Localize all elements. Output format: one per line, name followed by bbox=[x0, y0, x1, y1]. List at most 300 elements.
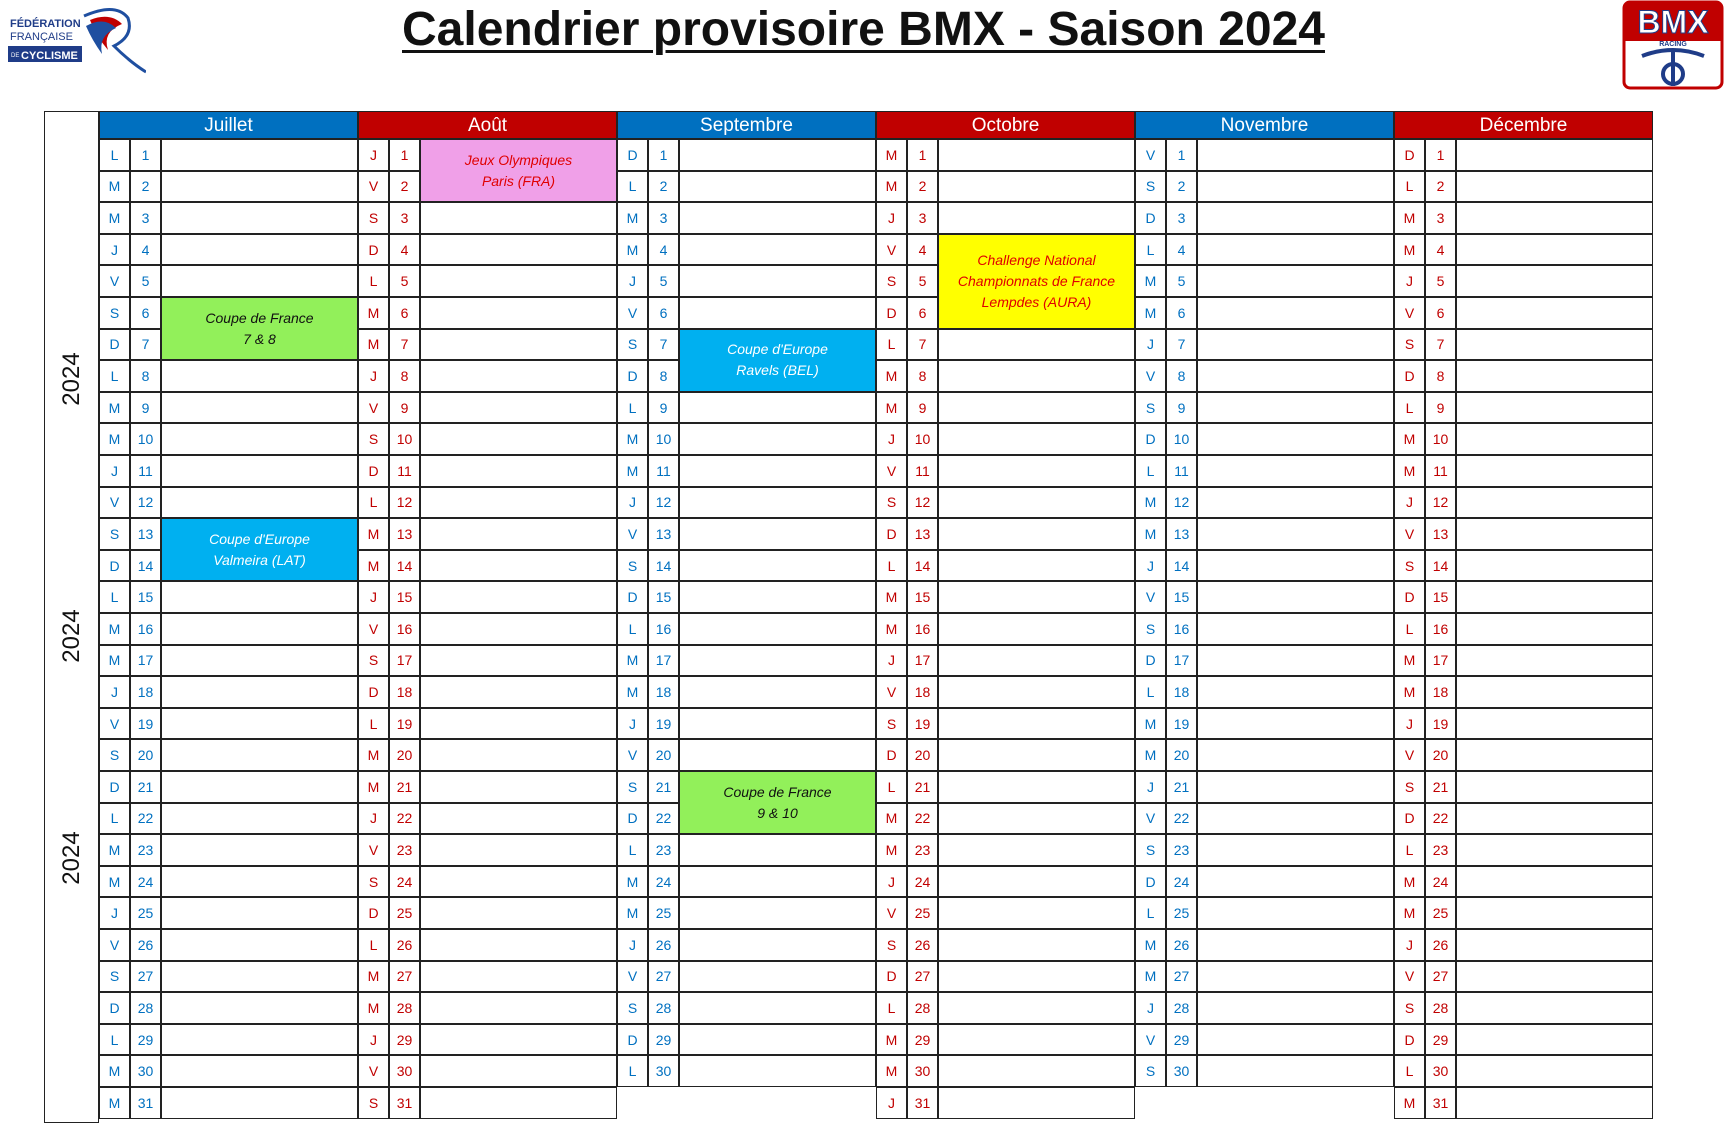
day-number-cell: 9 bbox=[389, 392, 420, 424]
event-cell bbox=[420, 708, 617, 740]
year-label: 2024 bbox=[58, 352, 85, 406]
weekday-cell: J bbox=[1135, 329, 1166, 361]
event-cell bbox=[1456, 423, 1653, 455]
weekday-cell: S bbox=[99, 961, 130, 993]
event-cell bbox=[1456, 139, 1653, 171]
day-number-cell: 10 bbox=[1166, 423, 1197, 455]
weekday-cell: L bbox=[1394, 1055, 1425, 1087]
day-number-cell: 25 bbox=[907, 897, 938, 929]
event-cell bbox=[420, 645, 617, 677]
event-cell bbox=[679, 392, 876, 424]
event-cell bbox=[938, 771, 1135, 803]
year-column bbox=[44, 111, 99, 1123]
month-header: Juillet bbox=[99, 111, 358, 139]
day-number-cell: 11 bbox=[389, 455, 420, 487]
day-number-cell: 17 bbox=[907, 645, 938, 677]
day-number-cell: 19 bbox=[648, 708, 679, 740]
day-number-cell: 2 bbox=[389, 171, 420, 203]
day-number-cell: 25 bbox=[648, 897, 679, 929]
day-number-cell: 17 bbox=[130, 645, 161, 677]
day-number-cell: 31 bbox=[389, 1087, 420, 1119]
event-cell bbox=[420, 929, 617, 961]
weekday-cell: D bbox=[1394, 1024, 1425, 1056]
event-cell bbox=[420, 423, 617, 455]
day-number-cell: 21 bbox=[1425, 771, 1456, 803]
weekday-cell: J bbox=[876, 1087, 907, 1119]
event-text: Coupe d'Europe bbox=[727, 341, 828, 358]
day-number-cell: 17 bbox=[389, 645, 420, 677]
event-cell bbox=[161, 834, 358, 866]
day-number-cell: 7 bbox=[648, 329, 679, 361]
day-number-cell: 24 bbox=[1166, 866, 1197, 898]
day-number-cell: 4 bbox=[1425, 234, 1456, 266]
day-number-cell: 31 bbox=[130, 1087, 161, 1119]
day-number-cell: 18 bbox=[389, 676, 420, 708]
weekday-cell: D bbox=[876, 739, 907, 771]
day-number-cell: 29 bbox=[907, 1024, 938, 1056]
weekday-cell: S bbox=[876, 487, 907, 519]
month-header: Août bbox=[358, 111, 617, 139]
day-number-cell: 15 bbox=[907, 581, 938, 613]
weekday-cell: S bbox=[1394, 771, 1425, 803]
weekday-cell: M bbox=[617, 423, 648, 455]
event-cell bbox=[1197, 676, 1394, 708]
day-number-cell: 17 bbox=[1425, 645, 1456, 677]
day-number-cell: 22 bbox=[648, 803, 679, 835]
weekday-cell: L bbox=[1394, 613, 1425, 645]
event-cell bbox=[161, 803, 358, 835]
event-cell bbox=[1456, 1024, 1653, 1056]
event-cell bbox=[938, 581, 1135, 613]
weekday-cell: L bbox=[876, 992, 907, 1024]
weekday-cell: V bbox=[617, 297, 648, 329]
day-number-cell: 20 bbox=[907, 739, 938, 771]
event-cell bbox=[1197, 171, 1394, 203]
event-cell bbox=[938, 360, 1135, 392]
day-number-cell: 28 bbox=[1166, 992, 1197, 1024]
day-number-cell: 27 bbox=[648, 961, 679, 993]
weekday-cell: D bbox=[1135, 423, 1166, 455]
weekday-cell: L bbox=[358, 708, 389, 740]
day-number-cell: 13 bbox=[1425, 518, 1456, 550]
weekday-cell: V bbox=[1394, 961, 1425, 993]
event-cell bbox=[1197, 866, 1394, 898]
event-cell bbox=[938, 202, 1135, 234]
day-number-cell: 17 bbox=[1166, 645, 1197, 677]
day-number-cell: 25 bbox=[130, 897, 161, 929]
event-cell bbox=[679, 834, 876, 866]
weekday-cell: L bbox=[1135, 897, 1166, 929]
event-cell bbox=[1456, 613, 1653, 645]
day-number-cell: 20 bbox=[1166, 739, 1197, 771]
day-number-cell: 3 bbox=[648, 202, 679, 234]
weekday-cell: M bbox=[617, 676, 648, 708]
event-cell bbox=[679, 739, 876, 771]
day-number-cell: 27 bbox=[389, 961, 420, 993]
event-cell bbox=[420, 613, 617, 645]
day-number-cell: 5 bbox=[648, 265, 679, 297]
weekday-cell: M bbox=[358, 961, 389, 993]
svg-text:FÉDÉRATION: FÉDÉRATION bbox=[10, 18, 81, 30]
day-number-cell: 11 bbox=[648, 455, 679, 487]
event-cell bbox=[420, 866, 617, 898]
weekday-cell: V bbox=[99, 487, 130, 519]
event-cell bbox=[1197, 455, 1394, 487]
day-number-cell: 12 bbox=[389, 487, 420, 519]
weekday-cell: M bbox=[617, 897, 648, 929]
weekday-cell: J bbox=[1135, 550, 1166, 582]
event-cell bbox=[420, 992, 617, 1024]
weekday-cell: J bbox=[99, 676, 130, 708]
day-number-cell: 23 bbox=[1425, 834, 1456, 866]
weekday-cell: S bbox=[617, 992, 648, 1024]
event-cell bbox=[679, 139, 876, 171]
weekday-cell: S bbox=[1135, 392, 1166, 424]
day-number-cell: 1 bbox=[1425, 139, 1456, 171]
event-cell bbox=[420, 961, 617, 993]
day-number-cell: 28 bbox=[648, 992, 679, 1024]
event-cell bbox=[420, 897, 617, 929]
event-cell bbox=[1197, 423, 1394, 455]
weekday-cell: S bbox=[1394, 550, 1425, 582]
weekday-cell: M bbox=[617, 645, 648, 677]
event-cell bbox=[1456, 550, 1653, 582]
event-block bbox=[161, 297, 358, 360]
event-cell bbox=[938, 803, 1135, 835]
day-number-cell: 2 bbox=[1166, 171, 1197, 203]
day-number-cell: 21 bbox=[1166, 771, 1197, 803]
day-number-cell: 19 bbox=[1166, 708, 1197, 740]
svg-text:BMX: BMX bbox=[1637, 4, 1709, 40]
event-cell bbox=[1456, 487, 1653, 519]
month-header: Novembre bbox=[1135, 111, 1394, 139]
svg-text:RACING: RACING bbox=[1659, 41, 1687, 48]
event-cell bbox=[679, 676, 876, 708]
weekday-cell: L bbox=[876, 771, 907, 803]
event-cell bbox=[420, 1024, 617, 1056]
event-cell bbox=[161, 613, 358, 645]
weekday-cell: D bbox=[617, 1024, 648, 1056]
event-cell bbox=[1456, 581, 1653, 613]
weekday-cell: M bbox=[99, 392, 130, 424]
event-cell bbox=[1197, 1024, 1394, 1056]
event-cell bbox=[1197, 392, 1394, 424]
event-cell bbox=[1456, 929, 1653, 961]
event-cell bbox=[420, 803, 617, 835]
weekday-cell: M bbox=[1135, 961, 1166, 993]
weekday-cell: L bbox=[617, 171, 648, 203]
day-number-cell: 24 bbox=[389, 866, 420, 898]
weekday-cell: M bbox=[1394, 897, 1425, 929]
event-cell bbox=[420, 360, 617, 392]
day-number-cell: 19 bbox=[1425, 708, 1456, 740]
weekday-cell: V bbox=[358, 613, 389, 645]
event-cell bbox=[161, 708, 358, 740]
day-number-cell: 29 bbox=[130, 1024, 161, 1056]
day-number-cell: 31 bbox=[1425, 1087, 1456, 1119]
weekday-cell: J bbox=[617, 487, 648, 519]
weekday-cell: V bbox=[1135, 360, 1166, 392]
weekday-cell: S bbox=[1135, 1055, 1166, 1087]
day-number-cell: 5 bbox=[130, 265, 161, 297]
event-cell bbox=[420, 329, 617, 361]
day-number-cell: 3 bbox=[130, 202, 161, 234]
weekday-cell: V bbox=[99, 929, 130, 961]
event-cell bbox=[938, 961, 1135, 993]
event-block bbox=[420, 139, 617, 202]
event-cell bbox=[420, 234, 617, 266]
event-cell bbox=[420, 265, 617, 297]
event-cell bbox=[420, 771, 617, 803]
event-cell bbox=[161, 139, 358, 171]
year-label: 2024 bbox=[58, 831, 85, 885]
day-number-cell: 8 bbox=[1166, 360, 1197, 392]
weekday-cell: S bbox=[358, 866, 389, 898]
event-cell bbox=[161, 897, 358, 929]
day-number-cell: 19 bbox=[907, 708, 938, 740]
event-text: Lempdes (AURA) bbox=[981, 293, 1092, 310]
weekday-cell: D bbox=[1394, 581, 1425, 613]
day-number-cell: 10 bbox=[130, 423, 161, 455]
weekday-cell: M bbox=[99, 423, 130, 455]
day-number-cell: 1 bbox=[907, 139, 938, 171]
event-cell bbox=[938, 487, 1135, 519]
weekday-cell: J bbox=[876, 423, 907, 455]
event-cell bbox=[1197, 265, 1394, 297]
weekday-cell: M bbox=[876, 1055, 907, 1087]
event-cell bbox=[679, 645, 876, 677]
event-cell bbox=[938, 739, 1135, 771]
weekday-cell: M bbox=[99, 613, 130, 645]
event-cell bbox=[938, 834, 1135, 866]
weekday-cell: M bbox=[358, 739, 389, 771]
event-cell bbox=[679, 1024, 876, 1056]
event-block bbox=[679, 329, 876, 392]
day-number-cell: 20 bbox=[389, 739, 420, 771]
event-cell bbox=[161, 392, 358, 424]
event-cell bbox=[938, 645, 1135, 677]
day-number-cell: 26 bbox=[1166, 929, 1197, 961]
weekday-cell: M bbox=[99, 171, 130, 203]
day-number-cell: 10 bbox=[389, 423, 420, 455]
event-cell bbox=[420, 1055, 617, 1087]
weekday-cell: M bbox=[876, 613, 907, 645]
weekday-cell: V bbox=[876, 897, 907, 929]
weekday-cell: L bbox=[1394, 392, 1425, 424]
event-cell bbox=[1197, 1055, 1394, 1087]
event-cell bbox=[1197, 961, 1394, 993]
event-text: Valmeira (LAT) bbox=[213, 551, 306, 568]
day-number-cell: 4 bbox=[1166, 234, 1197, 266]
event-cell bbox=[1456, 392, 1653, 424]
event-cell bbox=[420, 202, 617, 234]
weekday-cell: S bbox=[876, 708, 907, 740]
weekday-cell: S bbox=[1135, 834, 1166, 866]
day-number-cell: 7 bbox=[130, 329, 161, 361]
weekday-cell: L bbox=[99, 803, 130, 835]
day-number-cell: 20 bbox=[1425, 739, 1456, 771]
event-cell bbox=[679, 265, 876, 297]
event-cell bbox=[938, 897, 1135, 929]
event-cell bbox=[679, 234, 876, 266]
weekday-cell: M bbox=[358, 329, 389, 361]
event-cell bbox=[1456, 739, 1653, 771]
weekday-cell: M bbox=[617, 866, 648, 898]
bmx-racing-logo bbox=[1622, 0, 1724, 90]
day-number-cell: 12 bbox=[130, 487, 161, 519]
event-cell bbox=[420, 455, 617, 487]
day-number-cell: 14 bbox=[907, 550, 938, 582]
day-number-cell: 14 bbox=[1425, 550, 1456, 582]
event-cell bbox=[161, 202, 358, 234]
day-number-cell: 24 bbox=[648, 866, 679, 898]
event-cell bbox=[1456, 265, 1653, 297]
event-cell bbox=[1456, 360, 1653, 392]
weekday-cell: M bbox=[1135, 265, 1166, 297]
event-cell bbox=[1197, 202, 1394, 234]
weekday-cell: S bbox=[358, 645, 389, 677]
event-cell bbox=[1197, 550, 1394, 582]
weekday-cell: M bbox=[1394, 423, 1425, 455]
day-number-cell: 6 bbox=[1166, 297, 1197, 329]
event-cell bbox=[1197, 992, 1394, 1024]
event-cell bbox=[161, 676, 358, 708]
month-header: Décembre bbox=[1394, 111, 1653, 139]
day-number-cell: 26 bbox=[1425, 929, 1456, 961]
day-number-cell: 8 bbox=[907, 360, 938, 392]
weekday-cell: L bbox=[1135, 234, 1166, 266]
day-number-cell: 10 bbox=[648, 423, 679, 455]
event-cell bbox=[1197, 518, 1394, 550]
weekday-cell: M bbox=[1135, 518, 1166, 550]
day-number-cell: 21 bbox=[648, 771, 679, 803]
event-cell bbox=[161, 234, 358, 266]
day-number-cell: 13 bbox=[130, 518, 161, 550]
day-number-cell: 30 bbox=[648, 1055, 679, 1087]
weekday-cell: S bbox=[1135, 171, 1166, 203]
event-cell bbox=[938, 613, 1135, 645]
day-number-cell: 28 bbox=[1425, 992, 1456, 1024]
weekday-cell: M bbox=[358, 771, 389, 803]
day-number-cell: 12 bbox=[1425, 487, 1456, 519]
weekday-cell: D bbox=[1394, 139, 1425, 171]
weekday-cell: D bbox=[1135, 645, 1166, 677]
day-number-cell: 15 bbox=[130, 581, 161, 613]
weekday-cell: D bbox=[1135, 202, 1166, 234]
weekday-cell: J bbox=[1394, 708, 1425, 740]
event-cell bbox=[938, 992, 1135, 1024]
event-cell bbox=[1197, 613, 1394, 645]
day-number-cell: 24 bbox=[907, 866, 938, 898]
day-number-cell: 16 bbox=[1425, 613, 1456, 645]
weekday-cell: D bbox=[99, 992, 130, 1024]
weekday-cell: D bbox=[617, 581, 648, 613]
weekday-cell: V bbox=[617, 961, 648, 993]
weekday-cell: M bbox=[617, 455, 648, 487]
event-cell bbox=[1197, 329, 1394, 361]
day-number-cell: 29 bbox=[648, 1024, 679, 1056]
event-cell bbox=[420, 487, 617, 519]
weekday-cell: L bbox=[876, 550, 907, 582]
day-number-cell: 28 bbox=[130, 992, 161, 1024]
day-number-cell: 1 bbox=[1166, 139, 1197, 171]
event-cell bbox=[938, 929, 1135, 961]
weekday-cell: L bbox=[99, 360, 130, 392]
weekday-cell: J bbox=[358, 360, 389, 392]
weekday-cell: M bbox=[99, 1087, 130, 1119]
event-cell bbox=[679, 708, 876, 740]
weekday-cell: M bbox=[358, 297, 389, 329]
event-cell bbox=[1456, 803, 1653, 835]
day-number-cell: 18 bbox=[130, 676, 161, 708]
day-number-cell: 13 bbox=[907, 518, 938, 550]
weekday-cell: V bbox=[358, 1055, 389, 1087]
weekday-cell: J bbox=[358, 581, 389, 613]
weekday-cell: S bbox=[617, 550, 648, 582]
weekday-cell: M bbox=[1135, 739, 1166, 771]
day-number-cell: 24 bbox=[1425, 866, 1456, 898]
event-cell bbox=[420, 739, 617, 771]
event-cell bbox=[1456, 171, 1653, 203]
day-number-cell: 9 bbox=[907, 392, 938, 424]
day-number-cell: 9 bbox=[648, 392, 679, 424]
day-number-cell: 26 bbox=[907, 929, 938, 961]
day-number-cell: 31 bbox=[907, 1087, 938, 1119]
weekday-cell: V bbox=[1135, 803, 1166, 835]
weekday-cell: D bbox=[876, 297, 907, 329]
event-cell bbox=[1197, 834, 1394, 866]
day-number-cell: 16 bbox=[1166, 613, 1197, 645]
day-number-cell: 8 bbox=[389, 360, 420, 392]
day-number-cell: 19 bbox=[130, 708, 161, 740]
day-number-cell: 5 bbox=[907, 265, 938, 297]
event-cell bbox=[1456, 297, 1653, 329]
day-number-cell: 2 bbox=[648, 171, 679, 203]
event-cell bbox=[1197, 297, 1394, 329]
event-cell bbox=[1197, 771, 1394, 803]
day-number-cell: 23 bbox=[130, 834, 161, 866]
event-cell bbox=[1197, 360, 1394, 392]
weekday-cell: J bbox=[1135, 771, 1166, 803]
day-number-cell: 25 bbox=[389, 897, 420, 929]
day-number-cell: 30 bbox=[130, 1055, 161, 1087]
day-number-cell: 23 bbox=[389, 834, 420, 866]
event-cell bbox=[161, 171, 358, 203]
event-cell bbox=[161, 866, 358, 898]
day-number-cell: 16 bbox=[389, 613, 420, 645]
weekday-cell: J bbox=[1394, 265, 1425, 297]
day-number-cell: 16 bbox=[130, 613, 161, 645]
weekday-cell: J bbox=[358, 803, 389, 835]
day-number-cell: 7 bbox=[1166, 329, 1197, 361]
day-number-cell: 25 bbox=[1166, 897, 1197, 929]
day-number-cell: 5 bbox=[389, 265, 420, 297]
weekday-cell: M bbox=[1135, 297, 1166, 329]
event-text: Ravels (BEL) bbox=[736, 362, 819, 379]
day-number-cell: 5 bbox=[1425, 265, 1456, 297]
weekday-cell: V bbox=[358, 392, 389, 424]
event-cell bbox=[161, 423, 358, 455]
weekday-cell: J bbox=[617, 708, 648, 740]
weekday-cell: S bbox=[876, 929, 907, 961]
day-number-cell: 26 bbox=[389, 929, 420, 961]
day-number-cell: 3 bbox=[1425, 202, 1456, 234]
day-number-cell: 16 bbox=[648, 613, 679, 645]
day-number-cell: 13 bbox=[1166, 518, 1197, 550]
event-text: 7 & 8 bbox=[243, 330, 276, 347]
event-cell bbox=[679, 961, 876, 993]
day-number-cell: 7 bbox=[1425, 329, 1456, 361]
